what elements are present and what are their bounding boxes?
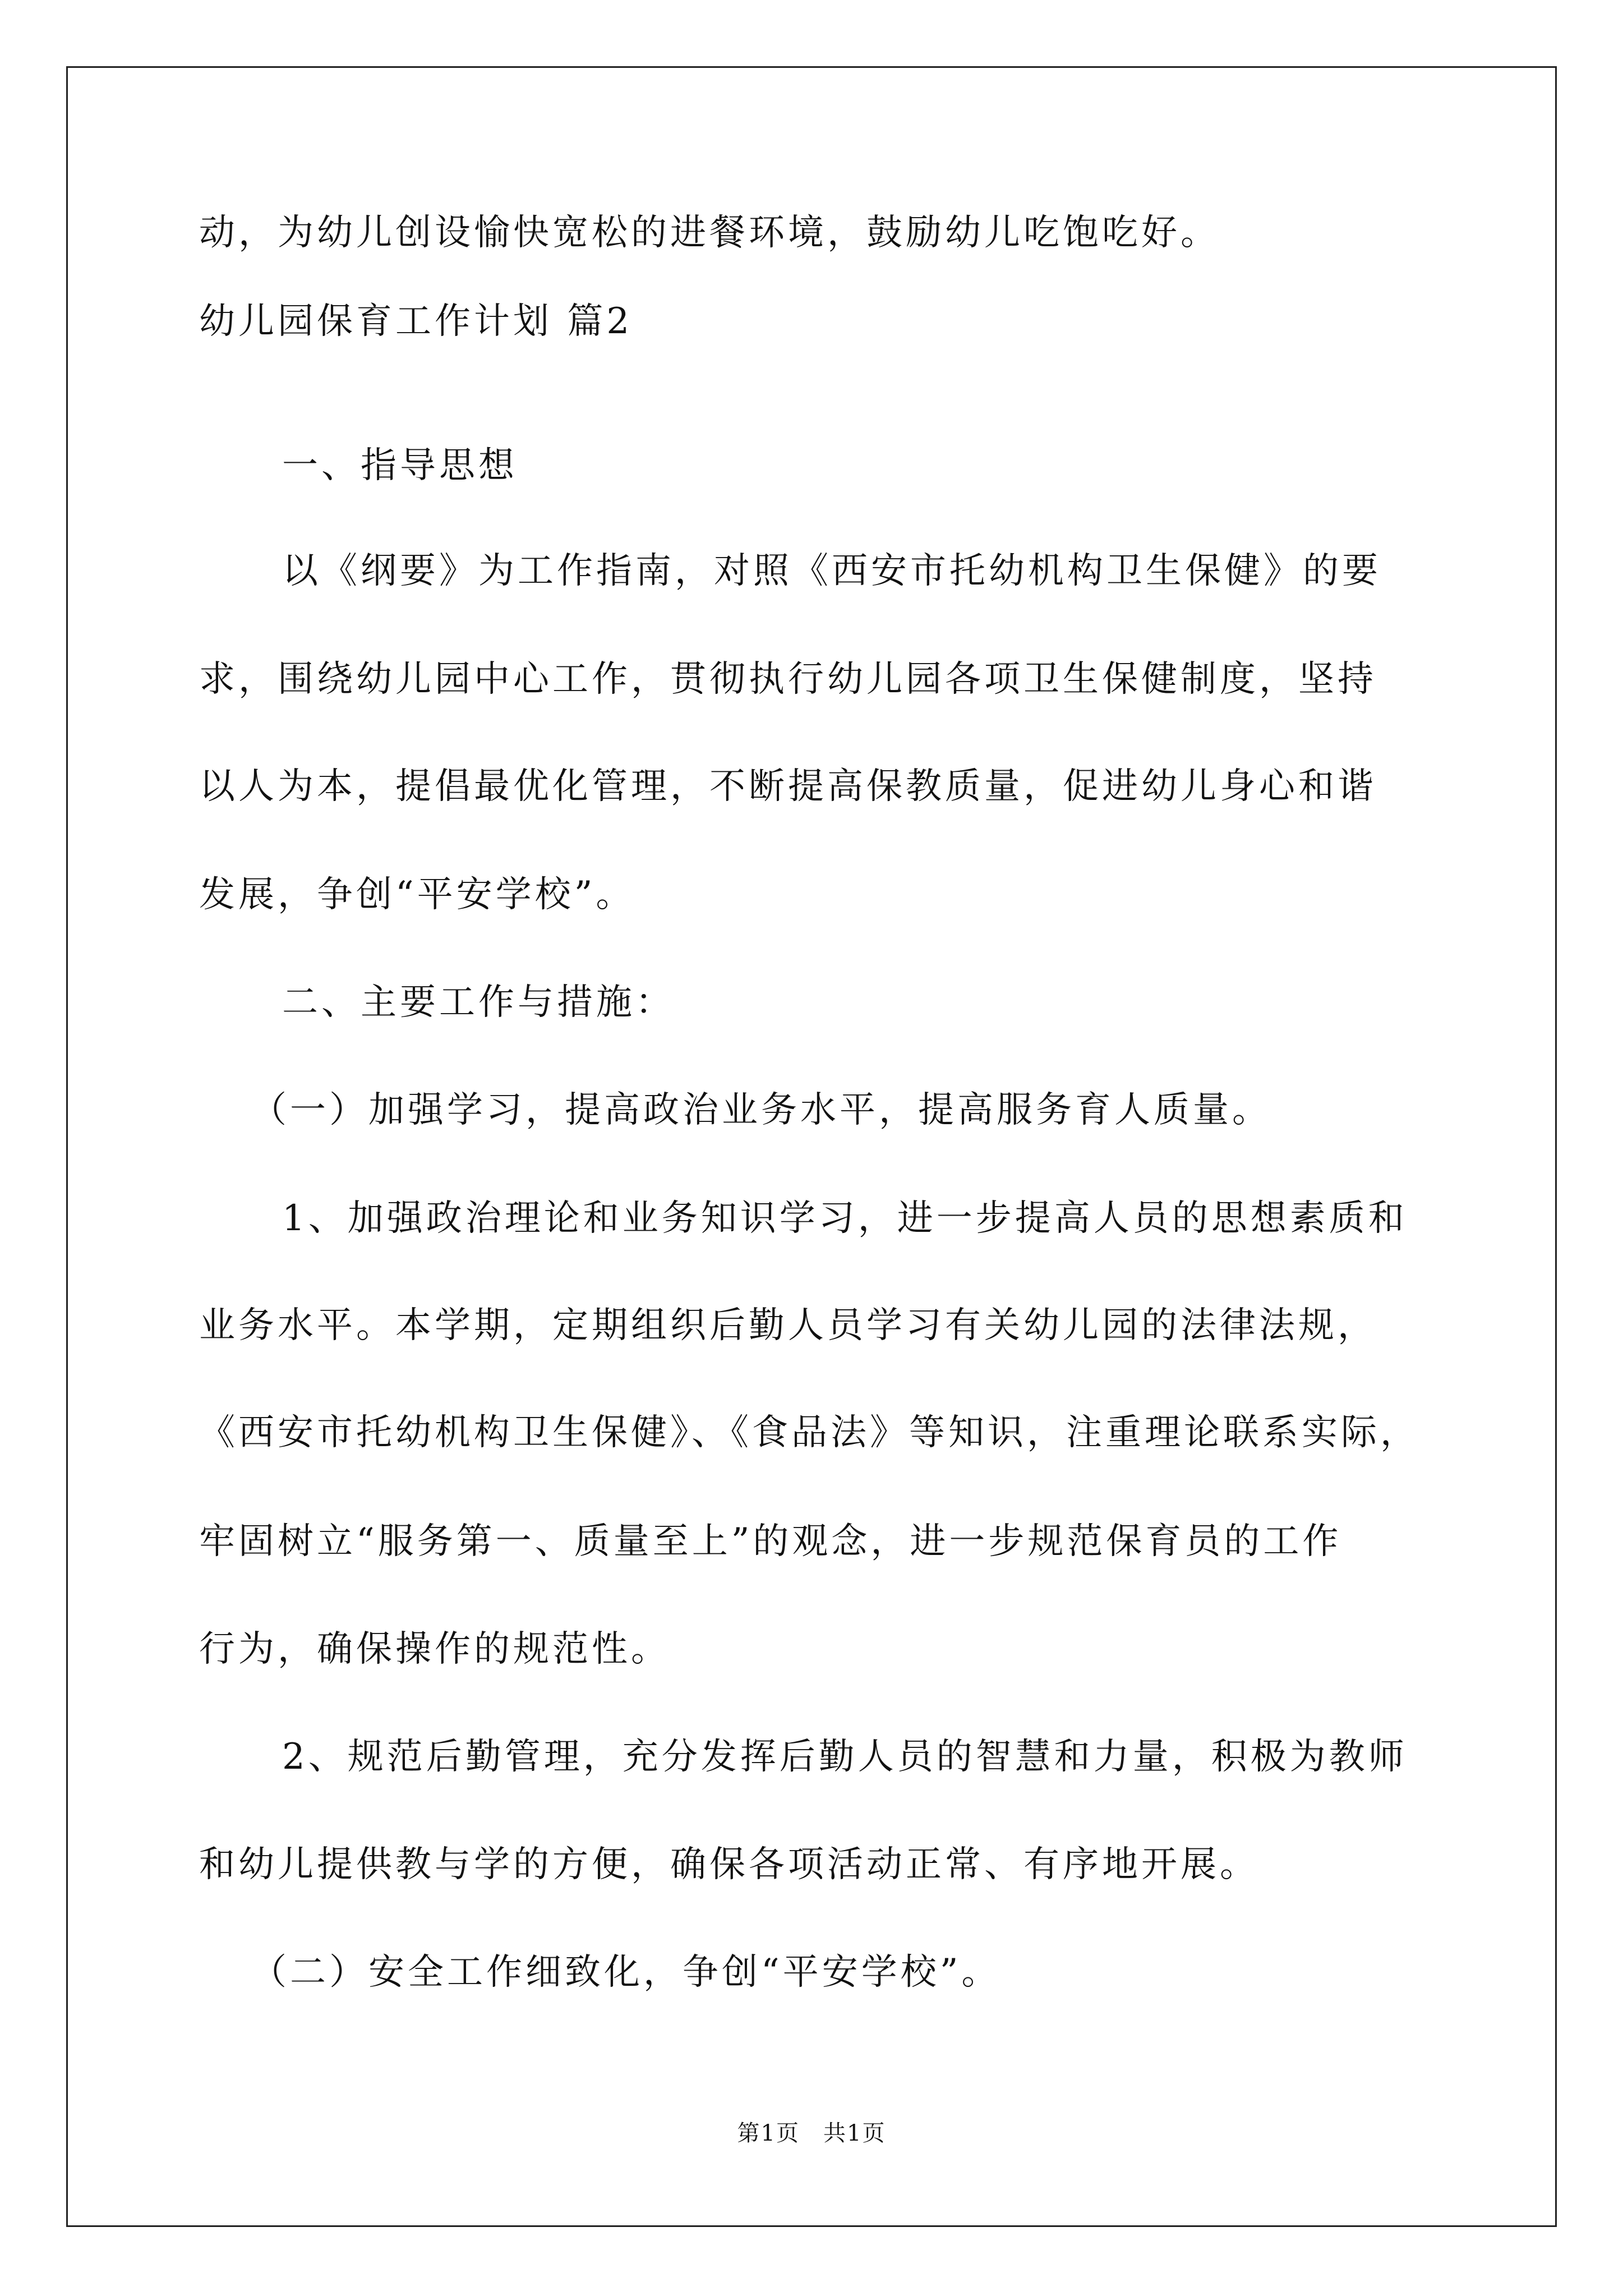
- subheading-study: （一）加强学习，提高政治业务水平，提高服务育人质量。: [251, 1089, 1271, 1131]
- heading-guiding-thought: 一、指导思想: [282, 445, 518, 486]
- paragraph-line: 业务水平。本学期，定期组织后勤人员学习有关幼儿园的法律法规，: [199, 1305, 1377, 1346]
- paragraph-line: 发展，争创“平安学校”。: [199, 874, 635, 915]
- paragraph-line: 牢固树立“服务第一、质量至上”的观念，进一步规范保育员的工作: [199, 1521, 1342, 1562]
- paragraph-line: 和幼儿提供教与学的方便，确保各项活动正常、有序地开展。: [199, 1844, 1259, 1885]
- paragraph-line: 1、加强政治理论和业务知识学习，进一步提高人员的思想素质和: [282, 1198, 1408, 1239]
- page-border: [66, 66, 1557, 2227]
- paragraph-line: 《西安市托幼机构卫生保健》、《食品法》等知识，注重理论联系实际，: [199, 1412, 1419, 1453]
- paragraph-line: 以人为本，提倡最优化管理，不断提高保教质量，促进幼儿身心和谐: [199, 766, 1377, 807]
- heading-main-work: 二、主要工作与措施：: [282, 982, 675, 1023]
- paragraph-line: 行为，确保操作的规范性。: [199, 1628, 670, 1670]
- section-heading: 幼儿园保育工作计划 篇2: [199, 301, 633, 342]
- paragraph-line: 以《纲要》为工作指南，对照《西安市托幼机构卫生保健》的要: [282, 550, 1381, 592]
- paragraph-line: 2、规范后勤管理，充分发挥后勤人员的智慧和力量，积极为教师: [282, 1736, 1408, 1778]
- text-line: 动，为幼儿创设愉快宽松的进餐环境，鼓励幼儿吃饱吃好。: [199, 212, 1220, 254]
- paragraph-line: 求，围绕幼儿园中心工作，贯彻执行幼儿园各项卫生保健制度，坚持: [199, 659, 1377, 700]
- page-footer: 第1页 共1页: [737, 2120, 886, 2146]
- subheading-safety: （二）安全工作细致化，争创“平安学校”。: [251, 1952, 1001, 1993]
